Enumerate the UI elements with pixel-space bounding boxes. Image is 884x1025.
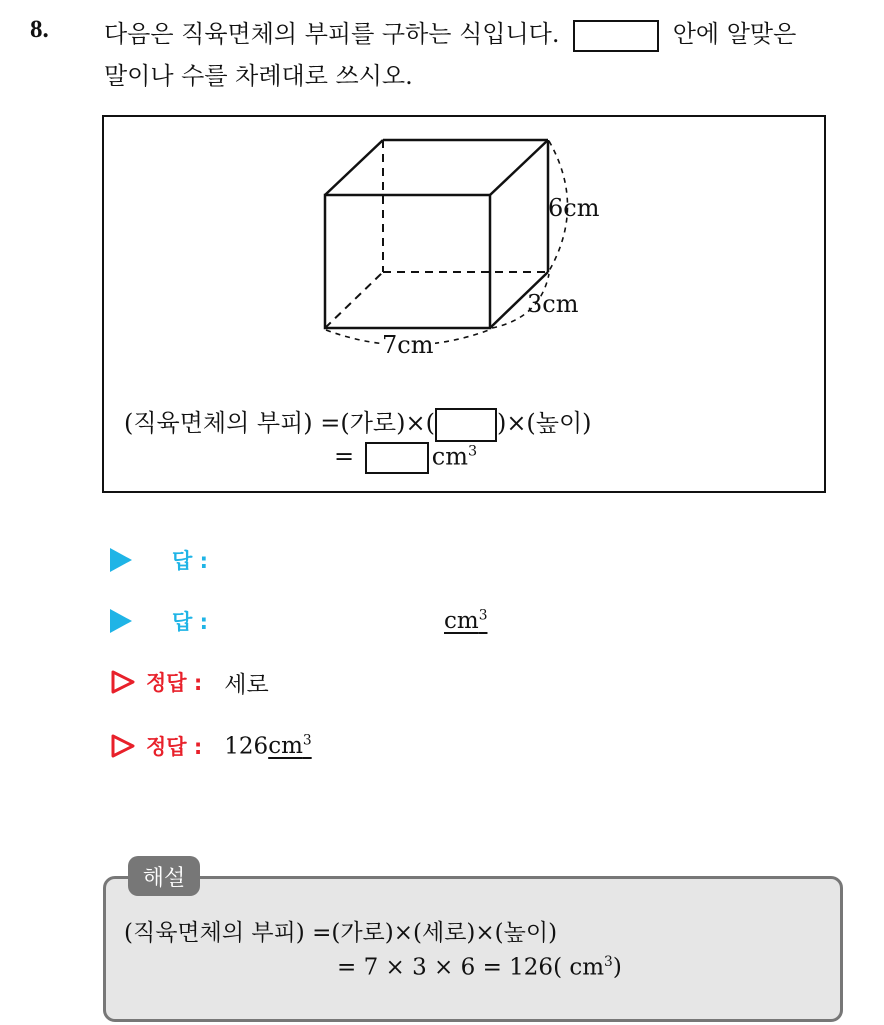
answer-label: 답 : (172, 549, 208, 573)
correct-answer-row-2 (110, 729, 312, 763)
explanation-tab: 해설 (128, 856, 200, 896)
play-triangle-icon (110, 548, 132, 572)
question-number: 8. (30, 16, 49, 43)
explanation-line-2 (337, 954, 622, 981)
formula2-equals: = (334, 442, 355, 471)
answer-row-1 (110, 543, 208, 577)
formula-rhs: )×(높이) (496, 409, 592, 437)
outline-triangle-icon (110, 669, 136, 695)
cuboid-edge (325, 140, 383, 195)
depth-label: 3cm (527, 290, 579, 318)
play-triangle-icon (110, 609, 132, 633)
correct-answer-label: 정답 : (146, 671, 203, 695)
answer-row-2 (110, 604, 487, 638)
answer-unit-text: cm (444, 608, 479, 635)
width-label: 7cm (382, 331, 434, 359)
formula-blank-1 (435, 408, 497, 442)
answer-unit (444, 608, 487, 635)
formula2-unit: cm (431, 442, 468, 471)
formula-blank-2 (365, 442, 429, 474)
question-text-part1: 다음은 직육면체의 부피를 구하는 식입니다. (104, 20, 560, 48)
answer-label: 답 : (172, 610, 208, 634)
question-line-2: 말이나 수를 차례대로 쓰시오. (104, 62, 413, 90)
cuboid-hidden-edge (325, 272, 383, 328)
correct-answer-label: 정답 : (146, 735, 203, 759)
cuboid-front-face (325, 195, 490, 328)
height-label: 6cm (548, 194, 600, 222)
explanation-box (103, 876, 843, 1022)
formula-line-2 (334, 442, 477, 474)
explanation-close: ) (612, 954, 622, 981)
correct-answer-number: 126 (224, 733, 269, 760)
cuboid-edge (490, 140, 548, 195)
outline-triangle-icon (110, 733, 136, 759)
formula-lhs: (직육면체의 부피) =(가로)×( (124, 409, 435, 437)
formula-line-1 (124, 403, 592, 442)
answer-unit-exponent: 3 (478, 607, 488, 624)
question-text-part2: 안에 알맞은 (672, 20, 797, 48)
explanation-line-1: (직육면체의 부피) =(가로)×(세로)×(높이) (124, 920, 558, 946)
correct-answer-unit: cm (268, 733, 303, 760)
correct-answer-row-1 (110, 665, 269, 699)
correct-answer-unit-exponent: 3 (302, 732, 312, 749)
explanation-calc: = 7 × 3 × 6 = 126( cm (337, 954, 605, 981)
explanation-exponent: 3 (604, 954, 613, 970)
correct-answer-value: 세로 (224, 671, 269, 698)
formula2-exponent: 3 (467, 443, 478, 460)
correct-answer-value (224, 733, 311, 760)
